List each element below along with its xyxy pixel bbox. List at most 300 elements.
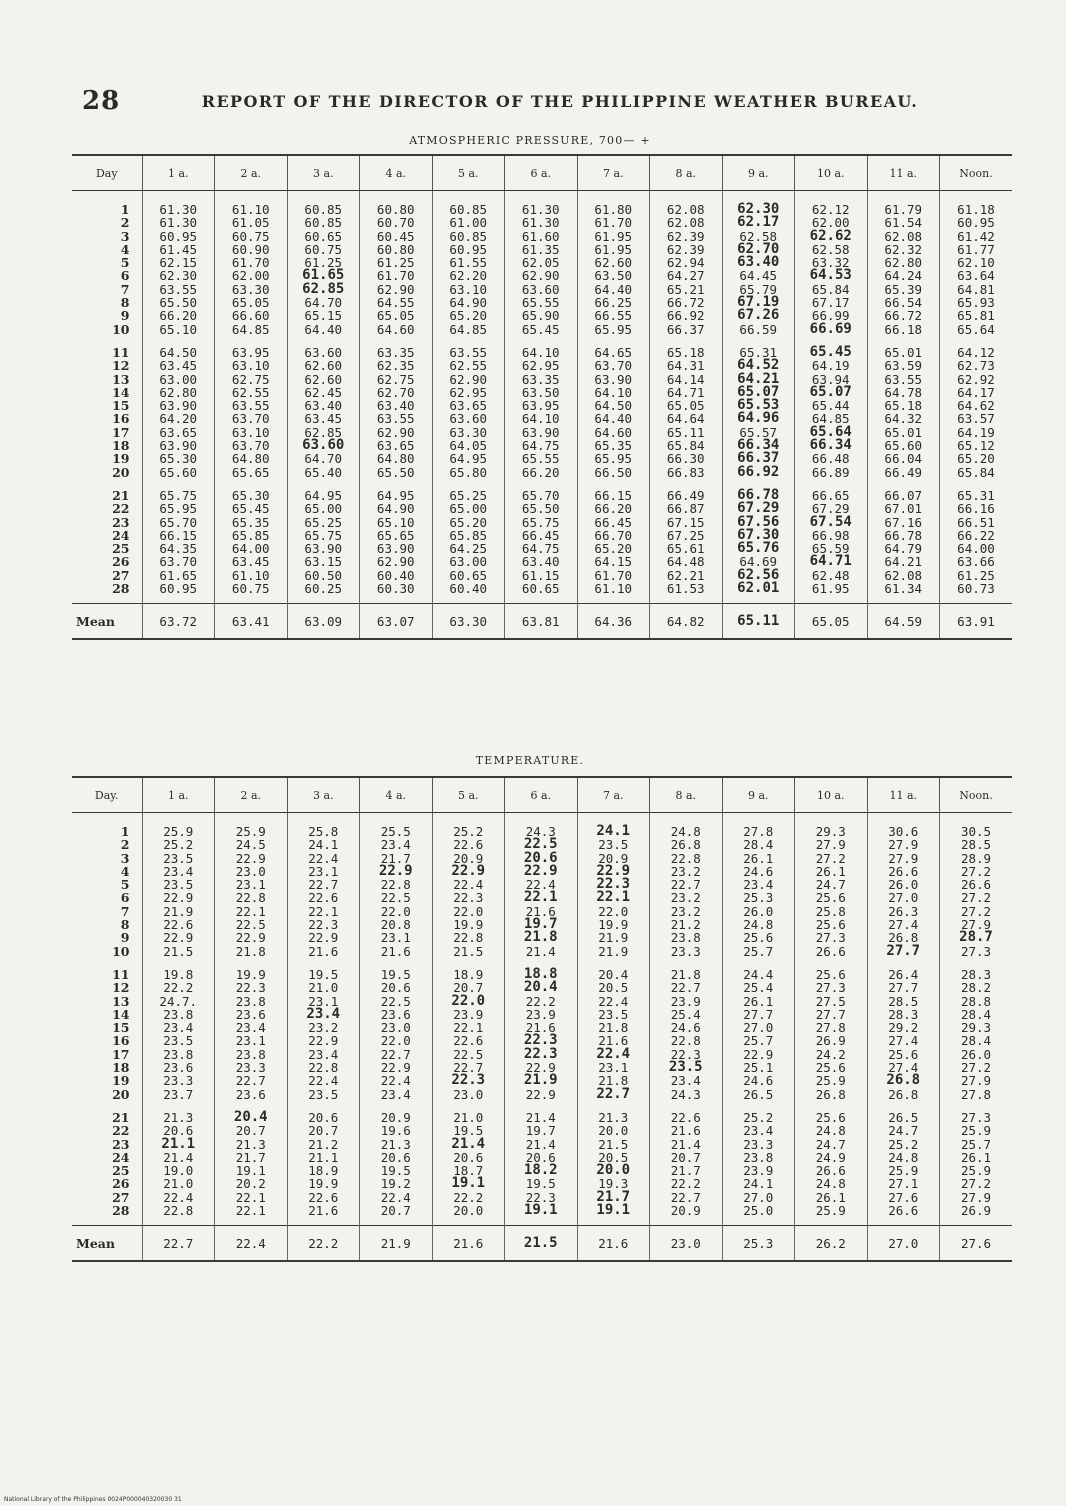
table-cell: 25.5 (380, 824, 411, 839)
table-cell: 23.4 (163, 1020, 194, 1036)
table-cell: 63.70 (231, 438, 270, 454)
table-cell: 26.8 (815, 1086, 846, 1102)
table-cell: 60.50 (304, 567, 343, 583)
table-cell: 22.6 (453, 837, 484, 853)
table-cell: 64.10 (521, 411, 560, 427)
table-cell: 66.65 (811, 487, 850, 503)
table-cell: 27.8 (960, 1086, 992, 1102)
column-header: Noon. (940, 155, 1013, 191)
table-cell: 67.54 (809, 513, 852, 530)
table-cell: 65.39 (884, 281, 923, 297)
day-number: 21 (112, 487, 130, 503)
table-cell: 67.29 (737, 500, 780, 517)
column-header: 1 a. (142, 777, 215, 813)
table-cell: 27.9 (960, 1073, 992, 1089)
table-cell: 63.60 (521, 281, 560, 297)
table-cell: 63.70 (594, 358, 633, 374)
table-cell: 64.95 (376, 487, 415, 503)
table-cell: 63.65 (449, 398, 488, 414)
table-cell: 23.5 (308, 1086, 339, 1102)
table-cell: 64.17 (957, 384, 995, 400)
table-cell: 65.60 (884, 438, 923, 454)
table-cell: 66.18 (884, 321, 923, 337)
table-cell: 26.4 (888, 966, 919, 982)
table-cell: 20.6 (163, 1123, 194, 1139)
table-cell: 61.54 (884, 215, 923, 231)
table-cell: 64.12 (957, 344, 995, 360)
mean-cell: 64.59 (867, 604, 940, 640)
table-cell: 62.70 (737, 240, 780, 257)
table-cell: 25.6 (815, 966, 846, 982)
table-cell: 61.70 (594, 215, 633, 231)
data-column (505, 191, 578, 604)
table-cell: 62.90 (449, 371, 488, 387)
table-cell: 18.9 (308, 1163, 339, 1179)
table-cell: 64.15 (594, 554, 633, 570)
table-cell: 67.56 (737, 513, 780, 530)
table-cell: 61.95 (594, 228, 633, 244)
table-cell: 23.4 (306, 1005, 341, 1022)
table-cell: 26.9 (815, 1033, 846, 1049)
table-cell: 62.60 (594, 255, 633, 271)
table-cell: 25.6 (743, 930, 774, 946)
table-cell: 65.07 (809, 383, 852, 400)
day-number: 10 (112, 943, 130, 959)
day-number: 3 (120, 228, 130, 244)
table-cell: 30.6 (888, 824, 919, 839)
table-cell: 65.25 (304, 514, 343, 530)
table-cell: 63.55 (231, 398, 270, 414)
table-cell: 63.45 (304, 411, 343, 427)
column-header: 8 a. (650, 777, 723, 813)
table-cell: 65.70 (521, 487, 560, 503)
table-cell: 63.90 (521, 424, 560, 440)
table-cell: 66.50 (594, 464, 633, 480)
column-header: 9 a. (722, 777, 795, 813)
table-cell: 63.65 (376, 438, 415, 454)
table-cell: 62.56 (737, 566, 780, 583)
table-cell: 64.24 (884, 268, 923, 284)
table-cell: 23.3 (163, 1073, 194, 1089)
day-number: 18 (112, 438, 130, 454)
table-cell: 20.7 (308, 1123, 339, 1139)
table-cell: 20.7 (380, 1203, 411, 1219)
table-cell: 61.95 (594, 241, 633, 257)
table-cell: 63.60 (302, 437, 345, 454)
table-cell: 23.9 (525, 1006, 556, 1022)
table-cell: 62.75 (231, 371, 270, 387)
table-cell: 21.0 (453, 1109, 484, 1125)
table-cell: 28.3 (888, 1006, 919, 1022)
table-cell: 26.0 (960, 1046, 992, 1062)
table-cell: 64.85 (449, 321, 488, 337)
day-number: 22 (112, 1123, 130, 1139)
table-cell: 22.7 (453, 1060, 484, 1076)
table-cell: 64.75 (521, 541, 560, 557)
table-cell: 64.65 (594, 344, 633, 360)
table-cell: 23.4 (235, 1020, 266, 1036)
mean-cell: 22.2 (287, 1226, 360, 1262)
table-cell: 29.3 (960, 1020, 992, 1036)
table-cell: 22.0 (380, 1033, 411, 1049)
table-cell: 63.90 (159, 398, 198, 414)
day-number: 8 (120, 917, 130, 933)
table-cell: 64.95 (304, 487, 343, 503)
table-cell: 63.57 (957, 411, 995, 427)
table-cell: 28.4 (743, 837, 774, 853)
pressure-table (72, 154, 1012, 640)
table-cell: 21.9 (598, 943, 629, 959)
table-cell: 20.4 (598, 966, 629, 982)
table-cell: 63.50 (594, 268, 633, 284)
table-cell: 22.1 (235, 903, 266, 919)
table-cell: 65.07 (737, 383, 780, 400)
mean-cell: 21.6 (432, 1226, 505, 1262)
table-cell: 61.30 (521, 202, 560, 217)
table-cell: 27.9 (888, 837, 919, 853)
mean-cell: 25.3 (722, 1226, 795, 1262)
table-cell: 66.92 (737, 463, 780, 480)
column-header: 7 a. (577, 777, 650, 813)
day-number: 15 (112, 1020, 130, 1036)
table-cell: 66.69 (809, 320, 852, 337)
table-cell: 63.40 (521, 554, 560, 570)
table-cell: 64.05 (449, 438, 488, 454)
table-cell: 65.93 (957, 295, 995, 311)
data-column (142, 191, 215, 604)
day-number: 13 (112, 371, 130, 387)
table-cell: 26.0 (888, 877, 919, 893)
table-cell: 65.11 (666, 424, 705, 440)
table-cell: 27.7 (888, 980, 919, 996)
table-cell: 25.9 (960, 1163, 992, 1179)
table-cell: 60.80 (376, 202, 415, 217)
table-cell: 22.3 (451, 1072, 486, 1089)
table-cell: 22.9 (378, 862, 413, 879)
table-cell: 21.6 (525, 1020, 556, 1036)
table-cell: 64.79 (884, 541, 923, 557)
table-cell: 61.55 (449, 255, 488, 271)
table-cell: 62.08 (884, 567, 923, 583)
table-cell: 20.9 (380, 1109, 411, 1125)
table-cell: 28.5 (888, 993, 919, 1009)
table-cell: 66.78 (737, 486, 780, 503)
table-cell: 62.45 (304, 384, 343, 400)
day-number: 16 (112, 411, 130, 427)
table-cell: 64.19 (811, 358, 850, 374)
table-cell: 20.0 (598, 1123, 629, 1139)
table-cell: 27.9 (960, 1189, 992, 1205)
table-cell: 67.01 (884, 501, 923, 517)
table-cell: 61.25 (957, 567, 995, 583)
table-cell: 65.80 (449, 464, 488, 480)
table-cell: 21.8 (523, 929, 558, 946)
table-cell: 22.0 (451, 992, 486, 1009)
table-cell: 23.4 (670, 1073, 701, 1089)
table-cell: 22.1 (523, 889, 558, 906)
table-cell: 21.6 (308, 1203, 339, 1219)
table-cell: 65.35 (594, 438, 633, 454)
table-cell: 22.0 (380, 903, 411, 919)
table-cell: 27.3 (960, 943, 992, 959)
table-cell: 23.1 (308, 993, 339, 1009)
table-cell: 23.0 (380, 1020, 411, 1036)
table-cell: 21.6 (670, 1123, 701, 1139)
day-number: 9 (120, 308, 130, 324)
table-cell: 19.9 (308, 1176, 339, 1192)
table-cell: 19.9 (453, 917, 484, 933)
day-number: 25 (112, 1163, 130, 1179)
table-cell: 62.58 (811, 241, 850, 257)
data-column (867, 813, 940, 1226)
table-cell: 23.3 (235, 1060, 266, 1076)
table-cell: 63.55 (449, 344, 488, 360)
table-cell: 19.2 (380, 1176, 411, 1192)
table-cell: 65.45 (521, 321, 560, 337)
table-cell: 25.9 (815, 1203, 846, 1219)
table-cell: 20.6 (308, 1109, 339, 1125)
table-cell: 24.8 (815, 1176, 846, 1192)
table-cell: 22.1 (596, 889, 631, 906)
table-cell: 21.6 (380, 943, 411, 959)
table-cell: 65.75 (304, 527, 343, 543)
table-cell: 66.04 (884, 451, 923, 467)
table-cell: 26.3 (888, 903, 919, 919)
table-cell: 22.3 (453, 890, 484, 906)
data-column (287, 191, 360, 604)
table-cell: 21.4 (163, 1149, 194, 1165)
table-cell: 22.8 (235, 890, 266, 906)
table-cell: 64.80 (376, 451, 415, 467)
table-cell: 62.32 (884, 241, 923, 257)
day-column (72, 813, 142, 1226)
table-cell: 65.20 (957, 451, 995, 467)
table-cell: 21.7 (670, 1163, 701, 1179)
table-cell: 24.7 (888, 1123, 919, 1139)
mean-cell: 22.7 (142, 1226, 215, 1262)
table-cell: 21.3 (598, 1109, 629, 1125)
day-number: 17 (112, 1046, 130, 1062)
column-header: 5 a. (432, 155, 505, 191)
table-cell: 24.6 (670, 1020, 701, 1036)
table-cell: 60.40 (449, 581, 488, 597)
table-cell: 64.53 (809, 267, 852, 284)
table-cell: 27.0 (888, 890, 919, 906)
table-cell: 22.7 (670, 980, 701, 996)
table-cell: 25.8 (308, 824, 339, 839)
table-cell: 60.85 (449, 228, 488, 244)
table-cell: 25.2 (453, 824, 484, 839)
temperature-table (72, 776, 1012, 1262)
table-cell: 61.34 (884, 581, 923, 597)
table-cell: 65.30 (159, 451, 198, 467)
day-number: 18 (112, 1060, 130, 1076)
data-column (287, 813, 360, 1226)
data-column (940, 813, 1013, 1226)
table-cell: 22.5 (453, 1046, 484, 1062)
table-cell: 22.7 (670, 1189, 701, 1205)
table-cell: 60.70 (376, 215, 415, 231)
table-cell: 66.20 (159, 308, 198, 324)
table-cell: 23.8 (163, 1006, 194, 1022)
data-column (432, 191, 505, 604)
table-cell: 63.15 (304, 554, 343, 570)
table-cell: 63.70 (159, 554, 198, 570)
table-cell: 66.48 (811, 451, 850, 467)
table-cell: 26.5 (743, 1086, 774, 1102)
table-cell: 25.2 (163, 837, 194, 853)
table-cell: 28.3 (960, 966, 992, 982)
table-cell: 24.8 (815, 1123, 846, 1139)
table-cell: 65.35 (231, 514, 270, 530)
day-number: 14 (112, 384, 130, 400)
data-column (505, 813, 578, 1226)
table-cell: 27.6 (888, 1189, 919, 1205)
table-cell: 23.0 (235, 863, 266, 879)
table-cell: 66.87 (666, 501, 705, 517)
table-cell: 27.4 (888, 917, 919, 933)
day-number: 21 (112, 1109, 130, 1125)
data-column (432, 813, 505, 1226)
table-cell: 65.25 (449, 487, 488, 503)
table-cell: 65.31 (739, 344, 778, 360)
day-number: 23 (112, 1136, 130, 1152)
table-cell: 18.9 (453, 966, 484, 982)
table-cell: 61.77 (957, 241, 995, 257)
table-cell: 21.4 (451, 1135, 486, 1152)
table-cell: 65.50 (521, 501, 560, 517)
column-header: 8 a. (650, 155, 723, 191)
table-cell: 29.3 (815, 824, 846, 839)
mean-label: Mean (72, 604, 142, 640)
table-cell: 62.80 (884, 255, 923, 271)
table-cell: 23.4 (743, 877, 774, 893)
day-number: 27 (112, 1189, 130, 1205)
table-cell: 62.30 (737, 201, 780, 217)
table-cell: 63.55 (159, 281, 198, 297)
table-cell: 22.8 (670, 1033, 701, 1049)
day-number: 15 (112, 398, 130, 414)
table-cell: 22.1 (235, 1203, 266, 1219)
data-column (360, 191, 433, 604)
table-cell: 62.21 (666, 567, 705, 583)
table-cell: 66.34 (809, 437, 852, 454)
day-number: 6 (120, 890, 130, 906)
table-cell: 22.5 (523, 836, 558, 853)
table-cell: 27.8 (743, 824, 774, 839)
table-cell: 66.16 (957, 501, 995, 517)
column-header: 4 a. (360, 777, 433, 813)
column-header: 4 a. (360, 155, 433, 191)
table-cell: 18.2 (523, 1162, 558, 1179)
table-cell: 19.5 (525, 1176, 556, 1192)
table-cell: 21.9 (163, 903, 194, 919)
table-cell: 62.39 (666, 228, 705, 244)
table-cell: 24.6 (743, 1073, 774, 1089)
table-cell: 62.90 (376, 424, 415, 440)
day-number: 4 (120, 241, 130, 257)
table-cell: 64.25 (449, 541, 488, 557)
data-column (215, 813, 288, 1226)
table-cell: 64.95 (449, 451, 488, 467)
table-cell: 65.64 (809, 423, 852, 440)
day-number: 10 (112, 321, 130, 337)
mean-label: Mean (72, 1226, 142, 1262)
table-cell: 62.17 (737, 214, 780, 231)
table-cell: 61.80 (594, 202, 633, 217)
table-cell: 64.00 (231, 541, 270, 557)
table-cell: 22.3 (525, 1189, 556, 1205)
table-cell: 22.8 (380, 877, 411, 893)
table-cell: 22.9 (451, 862, 486, 879)
table-cell: 64.90 (449, 295, 488, 311)
table-cell: 61.70 (376, 268, 415, 284)
table-cell: 22.9 (308, 930, 339, 946)
table-cell: 22.4 (598, 993, 629, 1009)
table-cell: 20.9 (453, 850, 484, 866)
table-cell: 27.9 (815, 837, 846, 853)
table-cell: 22.4 (308, 850, 339, 866)
table-cell: 25.6 (815, 890, 846, 906)
table-cell: 26.6 (815, 943, 846, 959)
table-cell: 20.6 (523, 849, 558, 866)
table-cell: 64.32 (884, 411, 923, 427)
table-cell: 65.18 (884, 398, 923, 414)
table-cell: 65.81 (957, 308, 995, 324)
table-cell: 26.8 (888, 930, 919, 946)
table-cell: 66.20 (521, 464, 560, 480)
table-cell: 29.2 (888, 1020, 919, 1036)
table-cell: 22.6 (308, 890, 339, 906)
table-cell: 24.1 (308, 837, 339, 853)
table-cell: 64.19 (957, 424, 995, 440)
table-cell: 61.30 (159, 202, 198, 217)
table-cell: 22.4 (380, 1073, 411, 1089)
table-cell: 66.45 (594, 514, 633, 530)
column-header: 6 a. (505, 155, 578, 191)
table-cell: 23.9 (453, 1006, 484, 1022)
table-cell: 65.84 (811, 281, 850, 297)
table-cell: 22.3 (596, 876, 631, 893)
table-cell: 21.8 (670, 966, 701, 982)
table-cell: 63.10 (231, 424, 270, 440)
table-cell: 21.4 (525, 943, 556, 959)
table-cell: 20.6 (453, 1149, 484, 1165)
table-cell: 65.64 (957, 321, 995, 337)
table-cell: 22.4 (380, 1189, 411, 1205)
day-number: 28 (112, 1203, 130, 1219)
table-cell: 65.85 (449, 527, 488, 543)
table-cell: 26.1 (743, 850, 774, 866)
table-cell: 19.7 (525, 1123, 556, 1139)
table-cell: 65.15 (304, 308, 343, 324)
table-cell: 28.4 (960, 1006, 992, 1022)
table-cell: 62.62 (809, 227, 852, 244)
table-cell: 63.64 (957, 268, 995, 284)
table-cell: 62.35 (376, 358, 415, 374)
table-cell: 66.25 (594, 295, 633, 311)
table-cell: 62.92 (957, 371, 995, 387)
page-number: 28 (82, 86, 121, 116)
table-cell: 24.1 (743, 1176, 774, 1192)
table-cell: 25.9 (815, 1073, 846, 1089)
table-cell: 23.4 (380, 837, 411, 853)
mean-cell: 63.91 (940, 604, 1013, 640)
table-cell: 25.6 (815, 1109, 846, 1125)
table-cell: 64.21 (737, 370, 780, 387)
table-cell: 63.32 (811, 255, 850, 271)
mean-cell: 22.4 (215, 1226, 288, 1262)
